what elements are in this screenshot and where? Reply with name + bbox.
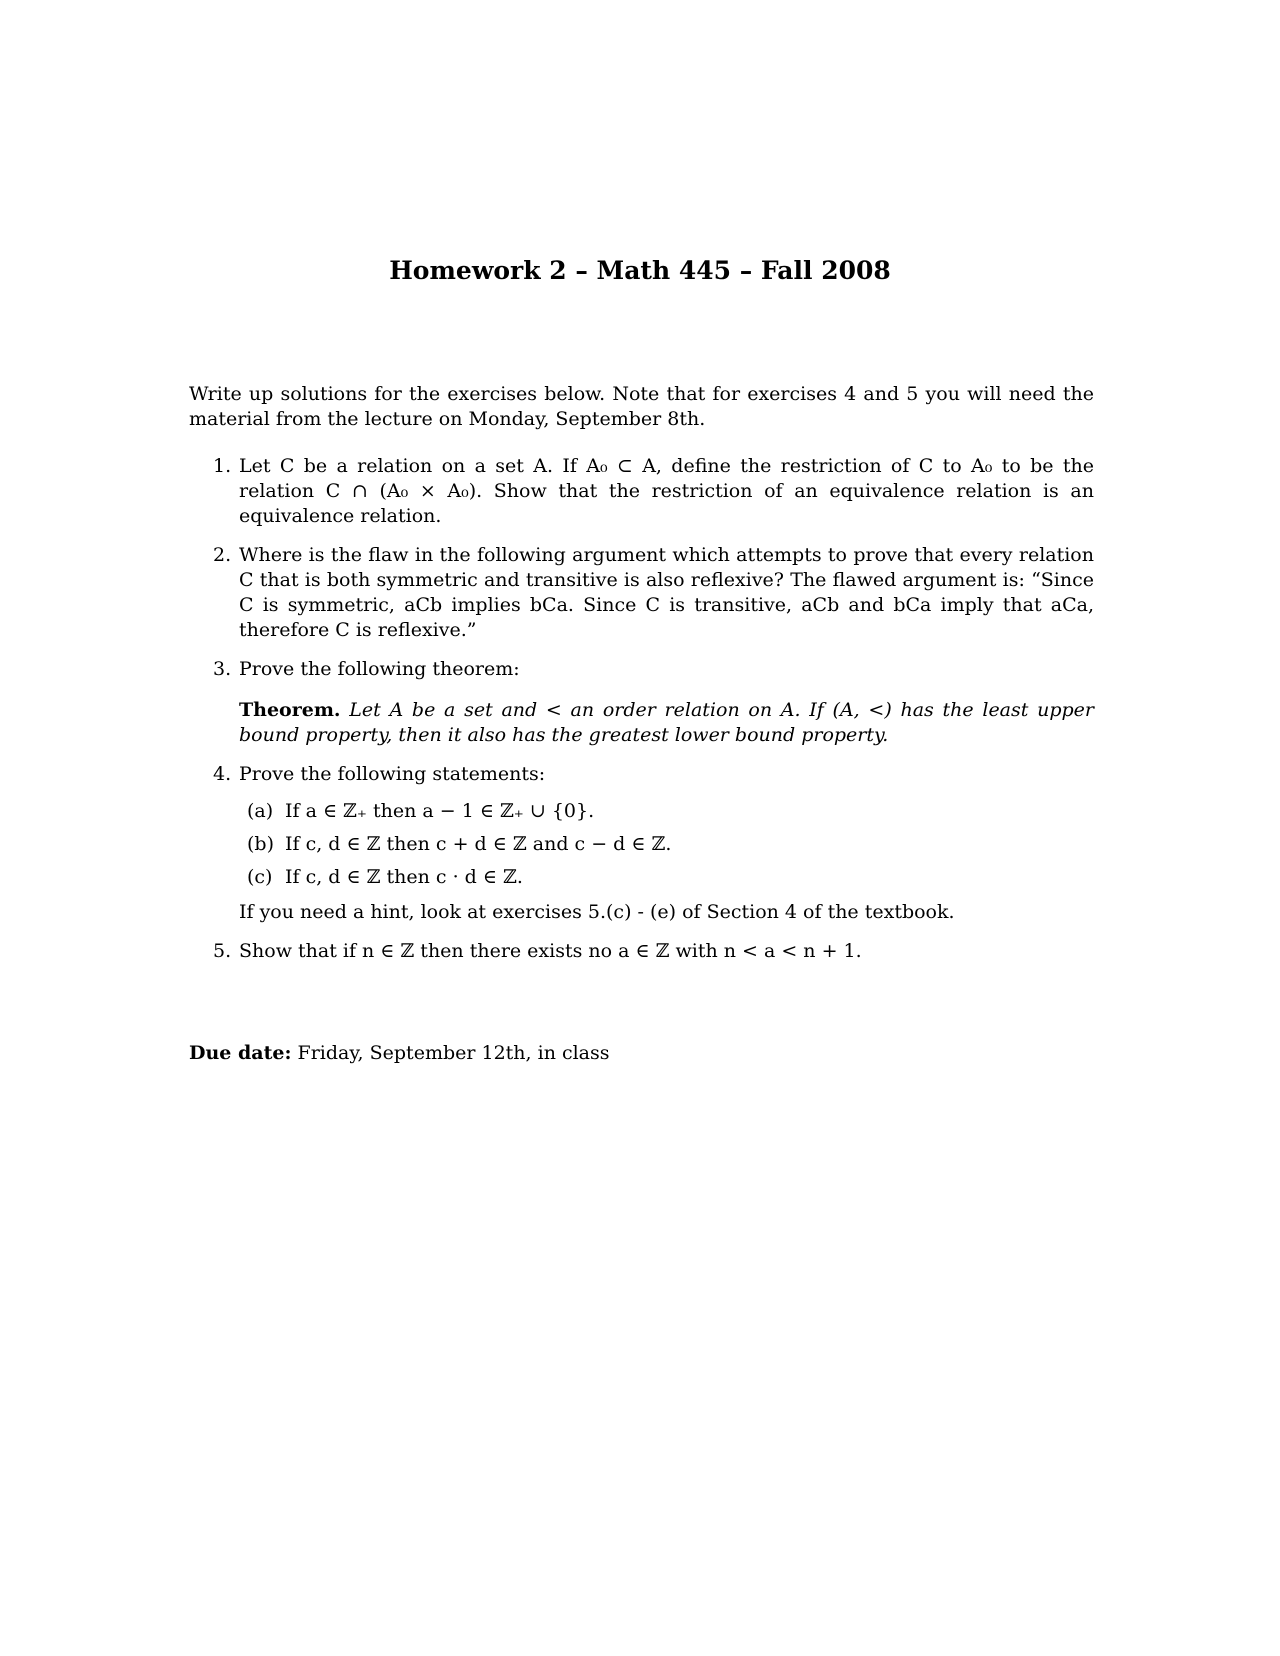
- page-title: Homework 2 – Math 445 – Fall 2008: [389, 256, 891, 285]
- exercise-text: Let C be a relation on a set A. If A₀ ⊂ A, define the restriction of C to A₀ to be the relation C ∩ (A₀ × A₀). Show that the restriction of an equivalence relation is an equivalence relation.: [239, 455, 1094, 527]
- theorem-label: Theorem.: [239, 699, 341, 721]
- due-date: [189, 1041, 610, 1066]
- exercise-1: [189, 454, 1094, 529]
- due-date-label: Due date:: [189, 1042, 292, 1064]
- exercise-3: [189, 657, 1094, 748]
- exercise-text: Show that if n ∈ ℤ then there exists no a ∈ ℤ with n < a < n + 1.: [239, 940, 862, 962]
- exercise-5: [189, 939, 1094, 964]
- due-date-value: Friday, September 12th, in class: [297, 1042, 610, 1064]
- exercise-text: Where is the flaw in the following argument which attempts to prove that every relation C that is both symmetric and transitive is also reflexive? The flawed argument is: “Since C is symmetric, aCb implies bCa. Since C is transitive, aCb and bCa imply that aCa, therefore C is reflexive.”: [239, 544, 1094, 641]
- exercise-4: [189, 762, 1094, 925]
- sub-statement-text: If a ∈ ℤ₊ then a − 1 ∈ ℤ₊ ∪ {0}.: [285, 800, 595, 822]
- exercise-number: 1.: [213, 455, 232, 477]
- exercise-text: Prove the following statements:: [239, 763, 546, 785]
- hint-text: If you need a hint, look at exercises 5.(c) - (e) of Section 4 of the textbook.: [239, 901, 955, 923]
- exercise-2: [189, 543, 1094, 643]
- exercise-number: 2.: [213, 544, 232, 566]
- sub-statement-c: [247, 865, 1094, 890]
- theorem-block: [239, 698, 1094, 748]
- exercise-number: 5.: [213, 940, 232, 962]
- exercise-text: Prove the following theorem:: [239, 658, 520, 680]
- sub-statement-text: If c, d ∈ ℤ then c · d ∈ ℤ.: [285, 866, 523, 888]
- exercise-number: 4.: [213, 763, 232, 785]
- sub-statement-b: [247, 832, 1094, 857]
- exercise-number: 3.: [213, 658, 232, 680]
- sub-statement-text: If c, d ∈ ℤ then c + d ∈ ℤ and c − d ∈ ℤ.: [285, 833, 672, 855]
- sub-statement-list: [239, 799, 1094, 890]
- intro-paragraph: Write up solutions for the exercises below. Note that for exercises 4 and 5 you will need the material from the lecture on Monday, September 8th.: [189, 383, 1094, 430]
- sub-statement-a: [247, 799, 1094, 824]
- exercise-list: [189, 454, 1094, 964]
- sub-statement-label: (b): [247, 833, 274, 855]
- sub-statement-label: (c): [247, 866, 273, 888]
- theorem-text: Let A be a set and < an order relation on A. If (A, <) has the least upper bound property, then it also has the greatest lower bound property.: [239, 699, 1095, 746]
- sub-statement-label: (a): [247, 800, 274, 822]
